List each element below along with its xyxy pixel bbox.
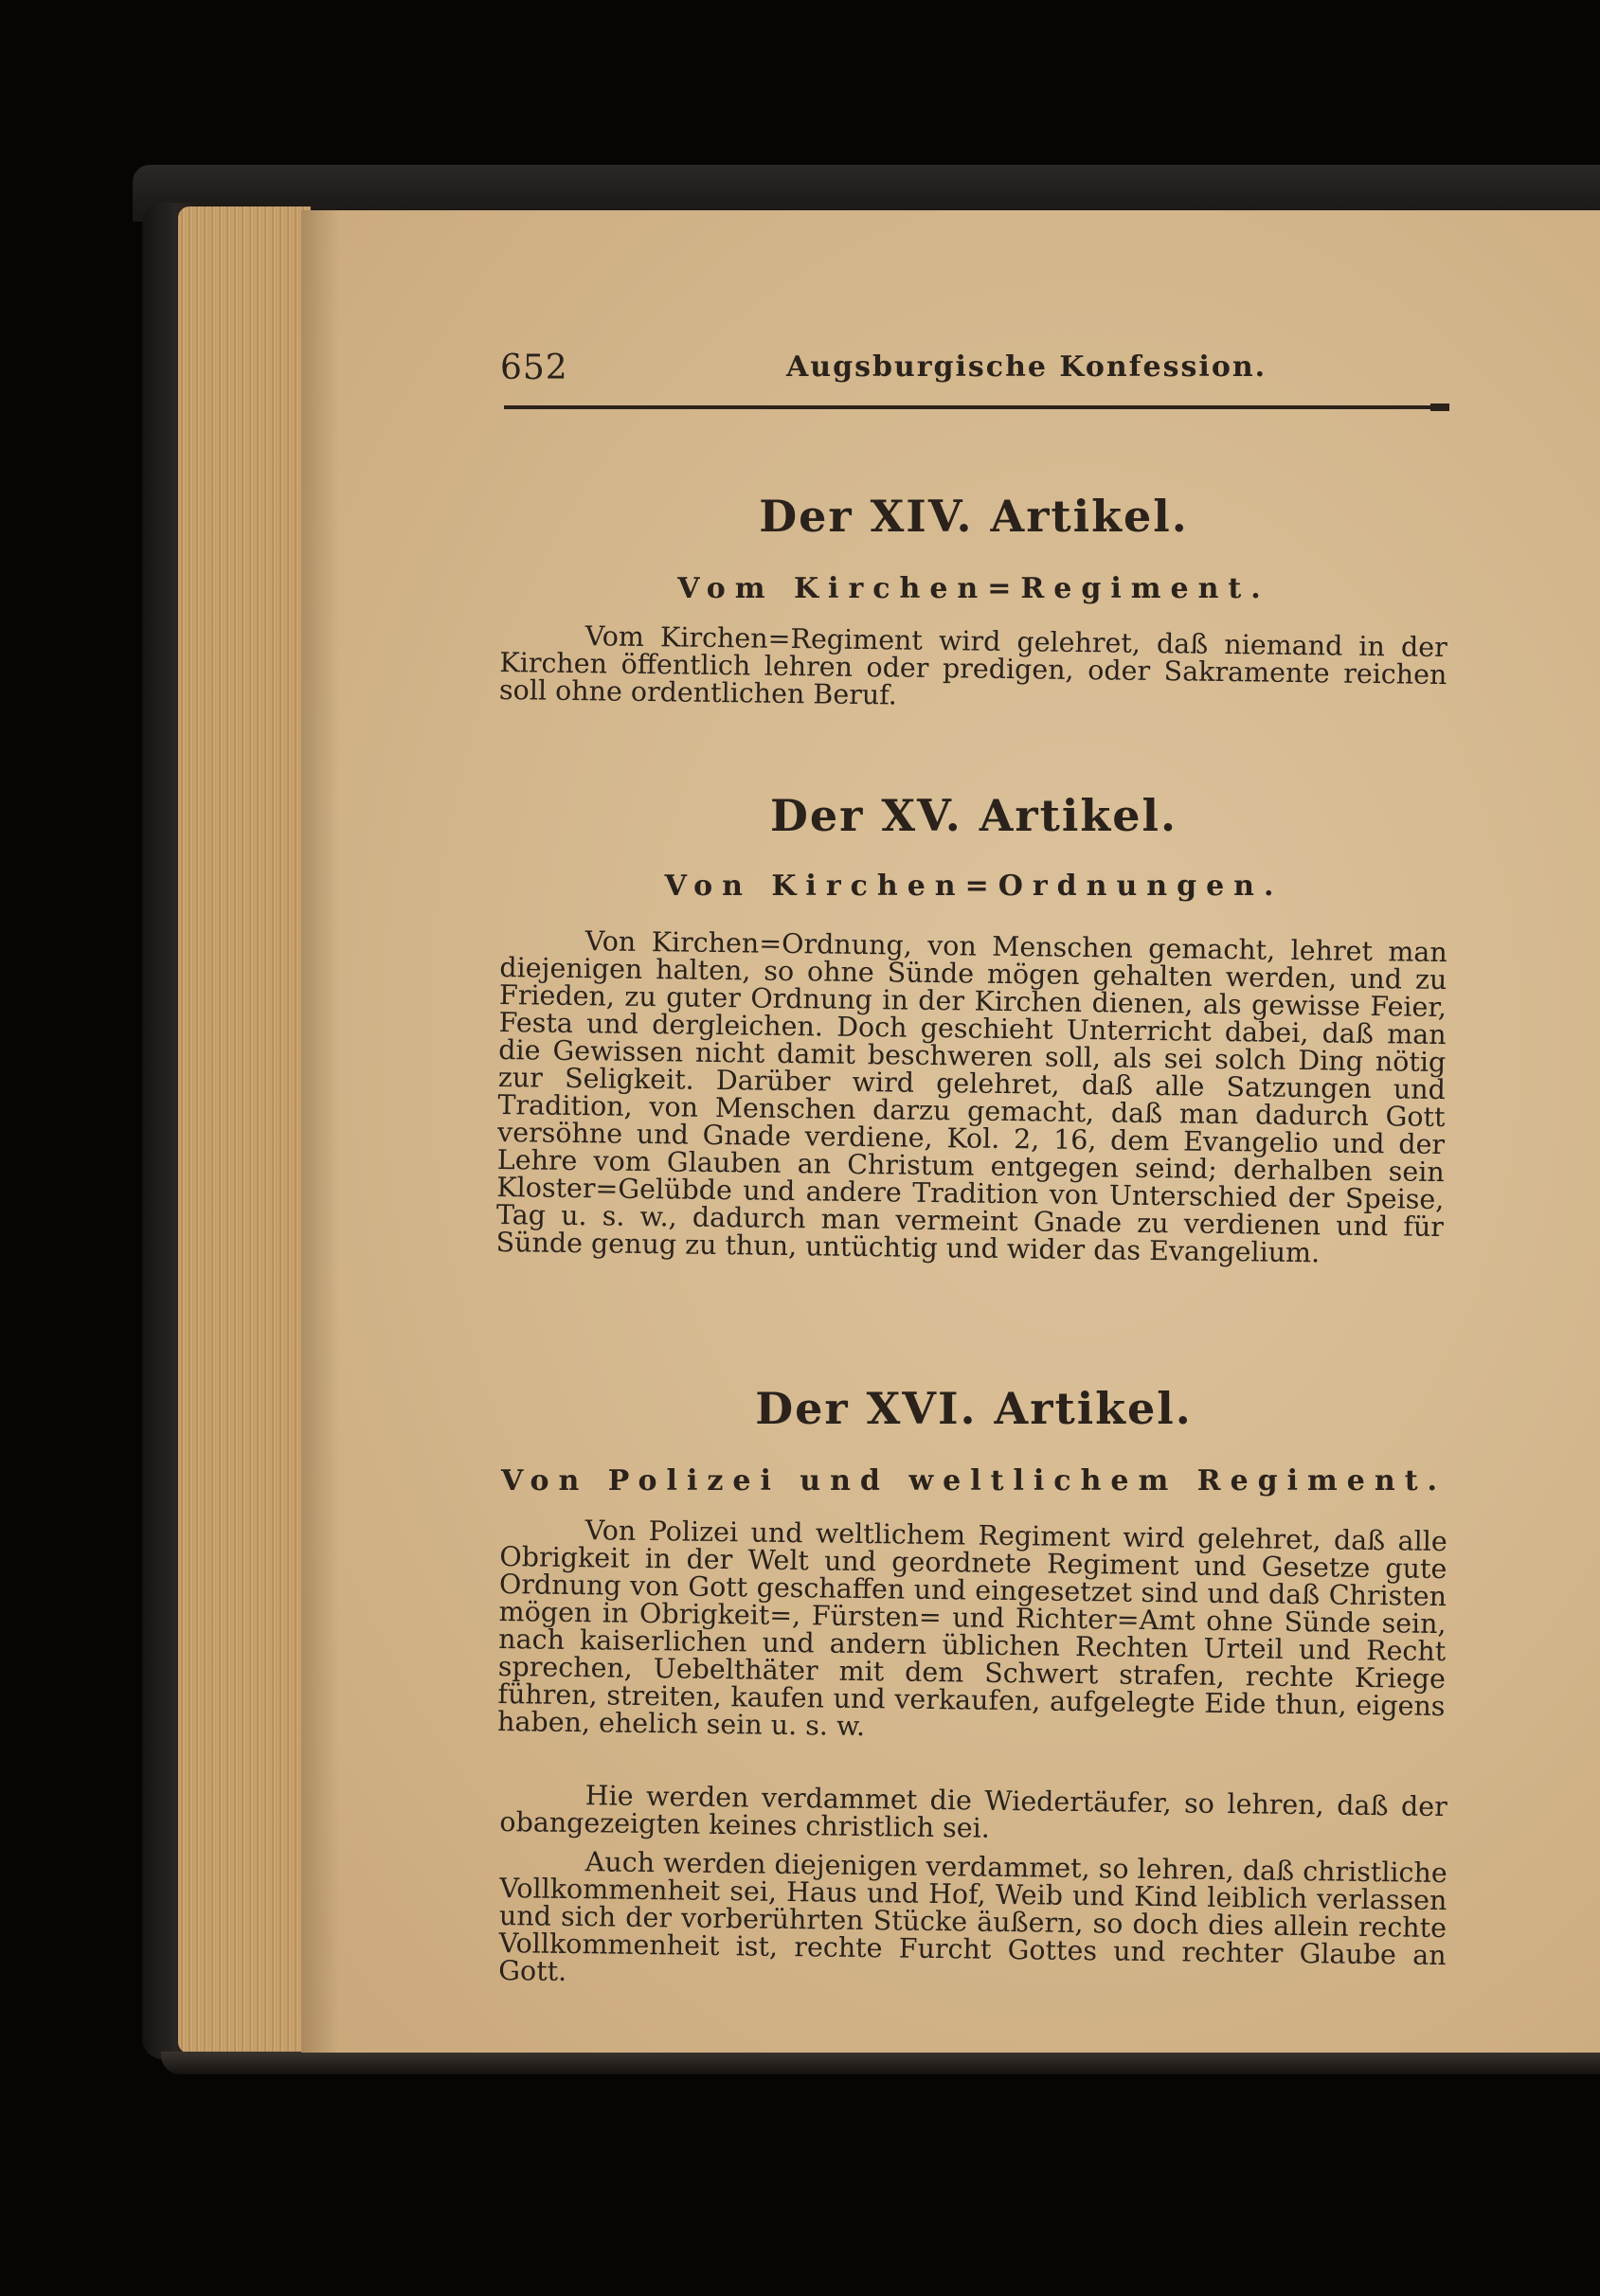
article-15-title: Der XV. Artikel. [769, 790, 1178, 841]
article-16-title: Der XVI. Artikel. [755, 1383, 1193, 1434]
header-rule [504, 405, 1447, 409]
running-title: Augsburgische Konfession. [786, 350, 1267, 384]
article-15-paragraph-1: Von Kirchen=Ordnung, von Menschen gemacht, lehret man diejenigen halten, so ohne Sünde mögen gehalten werden, und zu Frieden, zu guter Ordnung in der Kirchen dienen, als gewisse Feier, Festa und dergleichen. Doch geschieht Unterricht dabei, daß man die Gewissen nicht damit beschweren soll, als sei solch Ding nötig zur Seligkeit. Darüber wird gelehret, daß alle Satzungen und Tradition, von Menschen darzu gemacht, daß man dadurch Gott versöhne und Gnade verdiene, Kol. 2, 16, dem Evangelio und der Lehre vom Glauben an Christum entgegen seind; derhalben sein Kloster=Gelübde und andere Tradition von Unterschied der Speise, Tag u. s. w., dadurch man vermeint Gnade zu verdienen und für Sünde genug zu thun, untüchtig und wider das Evangelium. [495, 925, 1447, 1269]
article-16-paragraph-1: Von Polizei und weltlichem Regiment wird gelehret, daß alle Obrigkeit in der Welt und geordnete Regiment und Gesetze gute Ordnung von Gott geschaffen und eingesetzet sind und daß Christen mögen in Obrigkeit=, Fürsten= und Richter=Amt ohne Sünde sein, nach kaiserlichen und andern üblichen Rechten Urteil und Recht sprechen, Uebelthäter mit dem Schwert strafen, rechte Kriege führen, streiten, kaufen und verkaufen, aufgelegte Eide thun, eigens haben, ehelich sein u. s. w. [496, 1515, 1447, 1743]
article-14-title: Der XIV. Artikel. [759, 491, 1189, 542]
book-cover-bottom [161, 2052, 1600, 2074]
page-edges [178, 206, 311, 2054]
article-14-paragraph-1: Vom Kirchen=Regiment wird gelehret, daß niemand in der Kirchen öffentlich lehren oder predigen, oder Sakramente reichen soll ohne ordentlichen Beruf. [498, 620, 1447, 711]
header-rule-end [1430, 404, 1449, 411]
article-16-paragraph-2: Hie werden verdammet die Wiedertäufer, so lehren, daß der obangezeigten keines christlich sei. [499, 1780, 1447, 1844]
article-16-subtitle: Von Polizei und weltlichem Regiment. [501, 1464, 1447, 1498]
article-14-subtitle: Vom Kirchen=Regiment. [677, 572, 1270, 605]
page-header [500, 349, 1447, 392]
article-16-paragraph-3: Auch werden diejenigen verdammet, so lehren, daß christliche Vollkommenheit sei, Haus und Hof, Weib und Kind leiblich verlassen und sich der vorberührten Stücke äußern, so doch dies allein rechte Vollkommenheit ist, rechte Furcht Gottes und rechter Glaube an Gott. [498, 1846, 1447, 1987]
article-15-subtitle: Von Kirchen=Ordnungen. [664, 870, 1284, 903]
page-number: 652 [500, 349, 568, 387]
